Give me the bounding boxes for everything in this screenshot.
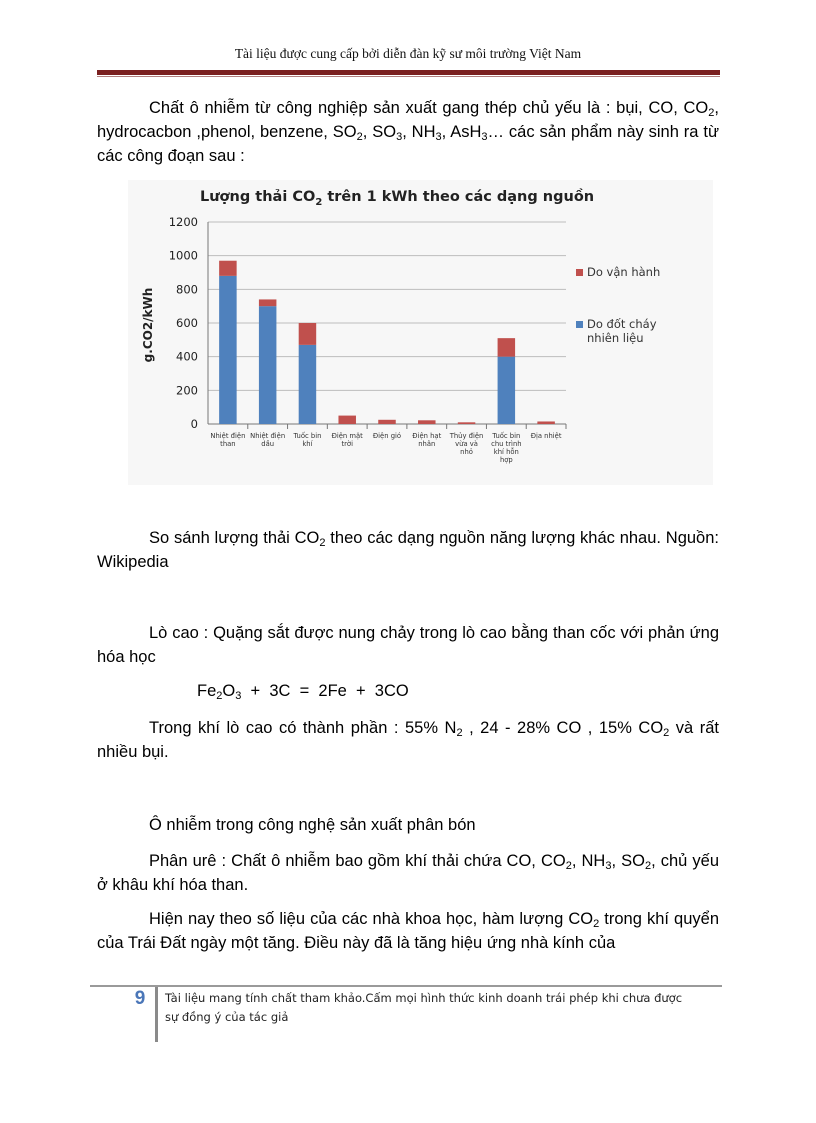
legend-swatch <box>576 321 583 328</box>
bar-segment <box>378 420 396 424</box>
legend-swatch <box>576 269 583 276</box>
fertilizer-heading: Ô nhiễm trong công nghệ sản xuất phân bón <box>149 816 476 834</box>
bar-segment <box>418 420 436 424</box>
bar-segment <box>338 416 356 424</box>
x-category-label: Nhiệt điện than <box>210 432 246 448</box>
footer-vertical-bar <box>155 987 158 1042</box>
x-category-label: Điện gió <box>372 432 402 440</box>
chemical-equation: $Fe_2O_3 + 3C = 2Fe + 3CO$ <box>197 682 409 702</box>
y-tick-label: 200 <box>176 383 198 398</box>
urea-paragraph: Phân urê : Chất ô nhiễm bao gồm khí thải chứa CO, $CO_2$, $NH_3$, $SO_2$, chủ yếu ở khâu khí hóa than. <box>97 852 720 894</box>
bar-segment <box>537 421 555 424</box>
bar-segment <box>219 276 237 424</box>
bar-segment <box>259 299 277 306</box>
x-category-label: Điện mặt trời <box>331 432 363 448</box>
intro-paragraph: Chất ô nhiễm từ công nghiệp sản xuất gang thép chủ yếu là : bụi, CO, $CO_2$, hydrocacbon ,phenol, benzene, $SO_2$, $SO_3$, $NH_3$, AsH$_3$… các sản phẩm này sinh ra từ các công đoạn sau : <box>97 99 720 165</box>
header-divider <box>97 70 720 75</box>
x-category-label: Tuốc bin chu trình khí hỗn hợp <box>491 432 522 464</box>
page-number: 9 <box>134 988 146 1009</box>
x-category-label: Thủy điện vừa và nhỏ <box>449 432 484 456</box>
footer-line-2: sự đồng ý của tác giả <box>165 1010 289 1024</box>
chart-canvas <box>128 180 713 485</box>
x-category-label: Nhiệt điện dầu <box>250 432 286 448</box>
y-tick-label: 400 <box>176 349 198 364</box>
bar-segment <box>299 345 317 424</box>
x-category-label: Địa nhiệt <box>530 432 562 440</box>
bar-segment <box>498 357 516 424</box>
x-category-label: Tuốc bin khí <box>293 432 322 448</box>
chart-title: Lượng thải $CO_2$ trên 1 kWh theo các dạng nguồn <box>200 189 595 208</box>
bar-segment <box>458 422 476 424</box>
y-tick-label: 1200 <box>168 215 198 229</box>
co2-emission-chart <box>128 180 713 485</box>
bar-segment <box>259 306 277 424</box>
legend-label: Do vận hành <box>587 265 661 279</box>
y-tick-label: 600 <box>176 316 198 330</box>
legend-label: Do đốt cháy nhiên liệu <box>587 317 657 345</box>
co2-atmosphere-paragraph: Hiện nay theo số liệu của các nhà khoa học, hàm lượng $CO_2$ trong khí quyển của Trái Đất ngày một tăng. Điều này đã là tăng hiệu ứng nhà kính của <box>97 910 719 952</box>
chart-caption: So sánh lượng thải $CO_2$ theo các dạng nguồn năng lượng khác nhau. Nguồn: Wikipedia <box>97 529 719 571</box>
y-tick-label: 800 <box>176 282 198 297</box>
furnace-gas-paragraph: Trong khí lò cao có thành phần : 55% $N_2$ , 24 - 28% CO , 15% $CO_2$ và rất nhiều bụi. <box>97 719 719 761</box>
y-axis-label: g.CO2/kWh <box>141 287 155 363</box>
bar-segment <box>219 261 237 276</box>
bar-segment <box>299 323 317 345</box>
footer-disclaimer <box>165 989 725 1027</box>
x-category-label: Điện hạt nhân <box>412 432 442 448</box>
footer-divider <box>90 985 722 987</box>
blast-furnace-paragraph: Lò cao : Quặng sắt được nung chảy trong lò cao bằng than cốc với phản ứng hóa học <box>97 624 719 666</box>
footer-line-1: Tài liệu mang tính chất tham khảo.Cấm mọi hình thức kinh doanh trái phép khi chưa được <box>165 991 683 1005</box>
bar-segment <box>498 338 516 357</box>
document-header-title: Tài liệu được cung cấp bởi diễn đàn kỹ sư môi trường Việt Nam <box>234 46 582 61</box>
y-tick-label: 1000 <box>168 248 198 263</box>
y-tick-label: 0 <box>190 417 198 431</box>
